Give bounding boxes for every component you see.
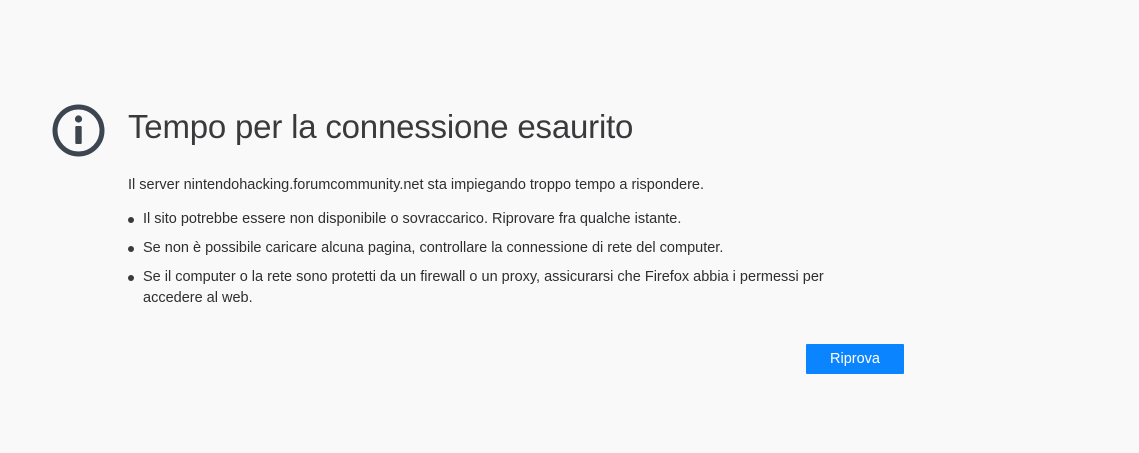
list-item: [128, 238, 863, 259]
bullet-icon: [128, 217, 134, 223]
info-icon: [51, 103, 106, 158]
retry-button[interactable]: Riprova: [806, 344, 904, 374]
reason-text: Se il computer o la rete sono protetti da un firewall o un proxy, assicurarsi che Firefox abbia i permessi per accedere al web.: [143, 269, 824, 306]
reason-list: [128, 209, 908, 309]
list-item: [128, 209, 863, 230]
reason-text: Il sito potrebbe essere non disponibile o sovraccarico. Riprovare fra qualche istante.: [143, 211, 682, 227]
error-content: [128, 104, 908, 317]
bullet-icon: [128, 246, 134, 252]
bullet-icon: [128, 275, 134, 281]
error-description: Il server nintendohacking.forumcommunity.net sta impiegando troppo tempo a rispondere.: [128, 177, 705, 193]
reason-text: Se non è possibile caricare alcuna pagina, controllare la connessione di rete del computer.: [143, 240, 724, 256]
page-title: Tempo per la connessione esaurito: [128, 108, 634, 145]
list-item: [128, 267, 863, 309]
